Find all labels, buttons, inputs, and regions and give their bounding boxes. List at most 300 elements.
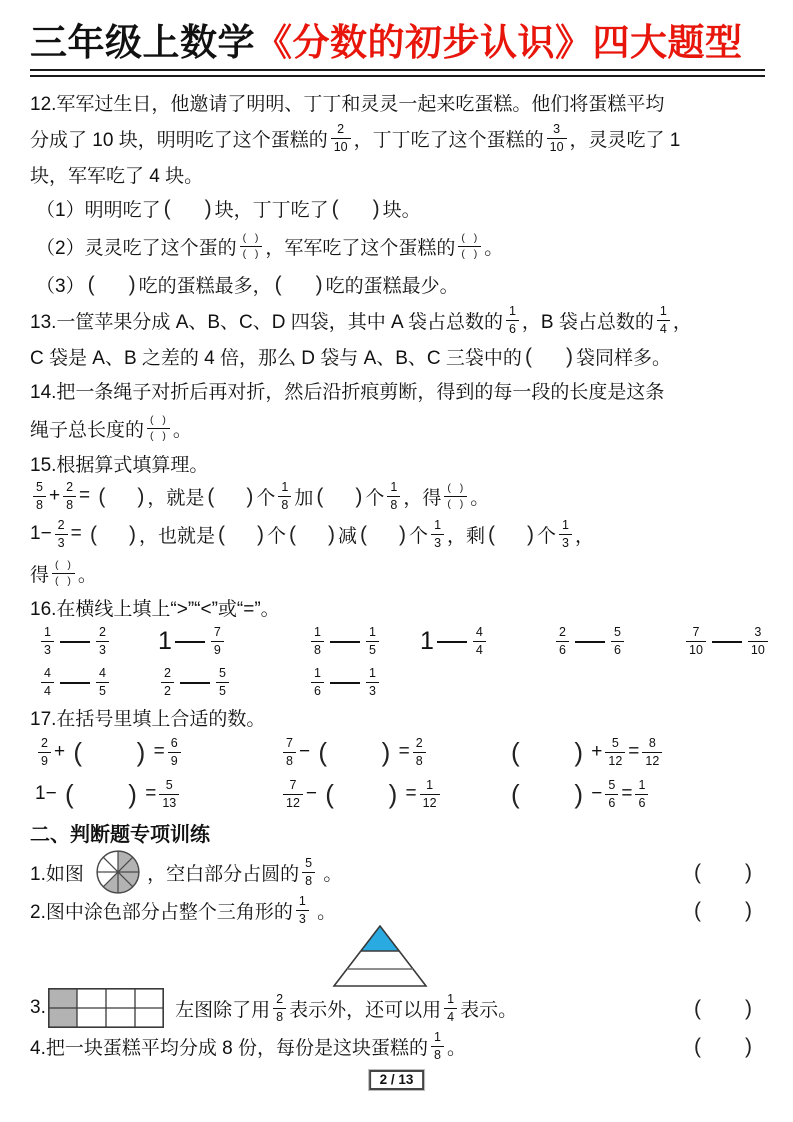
fraction	[41, 626, 54, 656]
text-segment: 14.把一条绳子对折后再对折，然后沿折痕剪断，得到的每一段的长度是这条	[30, 381, 665, 403]
open-paren: (	[207, 484, 215, 508]
open-paren: (	[90, 522, 97, 546]
text-segment: ，灵灵吃了 1	[569, 129, 681, 151]
fraction-denominator: 12	[420, 794, 440, 810]
judge-1-answer-blank	[691, 862, 755, 883]
open-paren: (	[218, 522, 226, 546]
q15-line-1	[30, 477, 765, 515]
text-segment: 个	[267, 525, 287, 547]
judge-1-text	[30, 849, 691, 895]
text-segment: 得	[30, 564, 50, 586]
fraction	[366, 667, 379, 697]
judge-4-statement	[30, 1031, 691, 1061]
fraction-numerator: 1	[447, 992, 455, 1007]
blank-parens	[98, 486, 144, 507]
page-title	[30, 20, 765, 66]
fraction-denominator: 6	[311, 682, 324, 698]
fraction-numerator: 2	[66, 480, 74, 495]
fraction-numerator: 1	[638, 778, 646, 793]
q15-heading	[30, 449, 765, 477]
text-segment: 。	[318, 863, 343, 885]
fraction	[431, 519, 444, 549]
fraction-numerator: ( )	[242, 232, 260, 245]
q12-sub-1	[30, 191, 765, 225]
text-segment: 17.在括号里填上合适的数。	[30, 708, 266, 730]
text-segment: 。	[446, 1037, 466, 1059]
blank-parens	[332, 198, 380, 219]
open-paren: (	[694, 898, 701, 922]
fraction-denominator: 3	[366, 682, 379, 698]
text-segment: +	[48, 485, 61, 507]
blank-parens	[488, 524, 534, 545]
answer-line	[437, 641, 467, 643]
text-segment: 3.	[30, 997, 46, 1019]
fraction-numerator: 7	[286, 736, 293, 751]
fraction	[420, 779, 440, 809]
fraction-denominator: 4	[473, 641, 486, 657]
close-paren: )	[565, 344, 573, 368]
fraction-numerator: 4	[475, 625, 483, 640]
page-number-box	[369, 1070, 425, 1090]
text-segment: ，空白部分占圆的	[147, 863, 300, 885]
text-segment: 减	[338, 525, 358, 547]
fraction	[96, 667, 109, 697]
text-segment: −	[298, 741, 316, 763]
text-segment: 绳子总长度的	[30, 419, 145, 441]
text-segment: 15.根据算式填算理。	[30, 454, 209, 476]
open-paren: (	[524, 344, 532, 368]
blank-parens	[694, 998, 752, 1019]
math-group	[38, 621, 112, 661]
open-paren: (	[331, 196, 339, 220]
close-paren: )	[355, 484, 363, 508]
judge-2-answer-blank	[691, 900, 755, 921]
text-segment: C 袋是 A、B 之差的 4 倍，那么 D 袋与 A、B、C 三袋中的	[30, 347, 522, 369]
fraction	[444, 993, 457, 1023]
fraction-denominator: 12	[605, 752, 625, 768]
fraction-numerator: 2	[41, 736, 48, 751]
math-group	[158, 621, 227, 661]
open-paren: (	[511, 779, 520, 810]
math-group	[38, 661, 112, 703]
close-paren: )	[745, 1034, 752, 1058]
fraction-numerator: 2	[337, 122, 345, 137]
text-segment: 吃的蛋糕最少。	[325, 275, 459, 297]
section2-heading	[30, 815, 765, 849]
q17-heading	[30, 703, 765, 731]
fraction-numerator: 7	[213, 625, 221, 640]
fraction-denominator: 3	[96, 641, 109, 657]
blank-parens	[289, 524, 335, 545]
fraction	[159, 779, 179, 809]
fraction-denominator: 8	[278, 496, 291, 512]
text-segment: =	[139, 783, 157, 805]
text-segment: =	[79, 485, 96, 507]
fraction-denominator: 13	[159, 794, 179, 810]
fraction	[278, 481, 291, 511]
fraction-numerator: 1	[426, 778, 434, 793]
text-segment: =	[628, 741, 640, 763]
fraction	[387, 481, 400, 511]
fraction	[686, 626, 706, 656]
page-number: 2 / 13	[379, 1072, 414, 1087]
open-paren: (	[163, 196, 171, 220]
judge-4-answer-blank	[691, 1036, 755, 1057]
text-segment: 吃的蛋糕最多，	[138, 275, 272, 297]
blank-parens	[694, 1036, 752, 1057]
close-paren: )	[745, 898, 752, 922]
text-segment: 1−	[35, 783, 62, 805]
number: 1	[158, 626, 172, 655]
fraction	[642, 737, 662, 767]
math-group	[308, 621, 382, 661]
fraction-numerator: 5	[305, 856, 313, 871]
text-segment: =	[400, 783, 417, 805]
close-paren: )	[574, 779, 583, 810]
blank-parens	[207, 486, 253, 507]
text-segment: ，也就是	[139, 525, 216, 547]
fraction	[33, 481, 46, 511]
fraction	[168, 737, 181, 767]
fraction	[41, 667, 54, 697]
text-segment: −	[586, 783, 603, 805]
close-paren: )	[527, 522, 535, 546]
triangle-figure-row	[30, 925, 765, 985]
judge-3-text	[30, 988, 691, 1028]
fraction-numerator: 5	[36, 480, 43, 495]
text-segment: =	[621, 783, 633, 805]
open-paren: (	[694, 1034, 701, 1058]
text-segment: ，	[672, 311, 692, 333]
close-paren: )	[381, 737, 391, 768]
fraction-numerator: 1	[368, 666, 376, 681]
fraction-numerator: 8	[648, 736, 656, 751]
open-paren: (	[694, 996, 701, 1020]
open-paren: (	[87, 272, 95, 296]
fraction	[283, 737, 296, 767]
text-segment: 。	[172, 419, 192, 441]
answer-line	[575, 641, 605, 643]
blank-parens	[73, 737, 146, 768]
answer-line	[180, 682, 210, 684]
q15-line-3	[30, 553, 765, 593]
text-segment: ，剩	[447, 525, 486, 547]
fraction	[55, 519, 68, 549]
fraction	[547, 123, 567, 153]
fraction-numerator: ( )	[150, 414, 167, 427]
fraction	[38, 737, 51, 767]
math-group	[308, 661, 382, 703]
text-segment: 表示。	[460, 999, 518, 1021]
blank-parens	[694, 862, 752, 883]
text-segment: =	[393, 741, 410, 763]
fraction	[444, 483, 467, 509]
fraction-numerator: 5	[165, 778, 173, 793]
text-segment: 1−	[30, 523, 52, 545]
text-segment: 块，丁丁吃了	[214, 199, 329, 221]
math-group	[280, 773, 443, 815]
open-paren: (	[274, 272, 282, 296]
fraction-numerator: 1	[390, 480, 398, 495]
fraction-denominator: 10	[748, 641, 768, 657]
q12-sub-2	[30, 225, 765, 267]
math-group	[35, 773, 182, 815]
fraction-denominator: 8	[302, 872, 315, 888]
fraction	[366, 626, 379, 656]
fraction-numerator: 1	[314, 625, 321, 640]
text-segment: （3）	[36, 275, 85, 297]
text-segment: 。	[311, 901, 337, 923]
fraction	[748, 626, 768, 656]
fraction-numerator: 6	[170, 736, 178, 751]
q12-line-3	[30, 157, 765, 191]
fraction-denominator: 6	[605, 794, 618, 810]
fraction-denominator: ( )	[240, 246, 263, 260]
q12-line-2	[30, 119, 765, 157]
close-paren: )	[137, 484, 145, 508]
text-segment: 二、判断题专项训练	[30, 823, 210, 846]
fraction-denominator: 8	[283, 752, 296, 768]
title-underline	[30, 69, 765, 77]
close-paren: )	[328, 522, 336, 546]
text-segment: +	[53, 741, 71, 763]
fraction	[331, 123, 351, 153]
text-segment: ，丁丁吃了这个蛋糕的	[353, 129, 544, 151]
blank-parens	[511, 737, 583, 768]
text-segment: ，	[575, 525, 595, 547]
fraction	[296, 895, 309, 925]
fraction-numerator: 2	[57, 518, 65, 533]
q13-line-1	[30, 301, 765, 339]
fraction	[611, 626, 624, 656]
fraction-denominator: 3	[431, 534, 444, 550]
fraction-numerator: 1	[508, 304, 516, 319]
text-segment: 2.图中涂色部分占整个三角形的	[30, 901, 293, 923]
fraction-numerator: 7	[289, 778, 297, 793]
text-segment: ，得	[403, 487, 442, 509]
fraction-denominator: 3	[55, 534, 68, 550]
fraction-denominator: 5	[366, 641, 379, 657]
close-paren: )	[246, 484, 254, 508]
text-segment: 。	[484, 237, 504, 259]
judge-1-statement	[147, 857, 342, 887]
answer-line	[712, 641, 742, 643]
grid-figure	[48, 988, 164, 1028]
text-segment: 。	[470, 487, 490, 509]
fraction-denominator: 8	[63, 496, 76, 512]
fraction-numerator: 2	[276, 992, 284, 1007]
fraction	[283, 779, 303, 809]
close-paren: )	[372, 196, 380, 220]
fraction-numerator: 1	[434, 518, 442, 533]
text-segment: 4.把一块蛋糕平均分成 8 份，每份是这块蛋糕的	[30, 1037, 428, 1059]
blank-parens	[275, 274, 323, 295]
text-segment: 袋同样多。	[575, 347, 671, 369]
fraction	[635, 779, 648, 809]
text-segment: 个	[537, 525, 557, 547]
fraction-denominator: 4	[41, 682, 54, 698]
fraction-numerator: 5	[611, 736, 619, 751]
fraction-numerator: 2	[98, 625, 106, 640]
close-paren: )	[129, 522, 136, 546]
fraction	[605, 737, 625, 767]
text-segment: 16.在横线上填上“>”“<”或“=”。	[30, 598, 280, 620]
fraction	[605, 779, 618, 809]
fraction	[506, 305, 519, 335]
math-group	[35, 731, 184, 773]
fraction-numerator: 3	[553, 122, 561, 137]
text-segment: （2）灵灵吃了这个蛋的	[36, 237, 237, 259]
judge-1-prefix	[30, 859, 89, 886]
fraction-denominator: ( )	[147, 428, 170, 442]
fraction-denominator: 8	[413, 752, 426, 768]
q17-row-1	[30, 731, 765, 773]
fraction-numerator: 5	[218, 666, 226, 681]
fraction-denominator: ( )	[52, 573, 75, 587]
text-segment: 左图除了用	[169, 999, 271, 1021]
fraction-numerator: 2	[164, 666, 171, 681]
open-paren: (	[316, 484, 324, 508]
fraction-denominator: ( )	[458, 246, 481, 260]
fraction	[52, 560, 75, 586]
fraction-denominator: 10	[331, 138, 351, 154]
fraction-denominator: 12	[642, 752, 662, 768]
fraction	[96, 626, 109, 656]
open-paren: (	[64, 779, 74, 810]
close-paren: )	[745, 996, 752, 1020]
fraction	[556, 626, 569, 656]
text-segment: −	[305, 783, 323, 805]
blank-parens	[318, 737, 391, 768]
close-paren: )	[388, 779, 398, 810]
triangle-figure	[332, 925, 428, 987]
fraction-numerator: ( )	[461, 232, 479, 245]
fraction-numerator: 1	[562, 518, 569, 533]
fraction-denominator: 10	[686, 641, 706, 657]
fraction-denominator: 3	[559, 534, 572, 550]
open-paren: (	[360, 522, 368, 546]
text-segment: 加	[294, 487, 314, 509]
fraction-denominator: 8	[33, 496, 46, 512]
blank-parens	[88, 274, 136, 295]
close-paren: )	[128, 272, 136, 296]
blank-parens	[525, 346, 573, 367]
text-segment: 表示外，还可以用	[289, 999, 442, 1021]
blank-parens	[511, 779, 583, 810]
open-paren: (	[488, 522, 496, 546]
fraction	[240, 233, 263, 259]
fraction-numerator: 5	[613, 625, 621, 640]
fraction	[302, 857, 315, 887]
open-paren: (	[511, 737, 520, 768]
text-segment: ，就是	[147, 487, 205, 509]
fraction	[161, 667, 174, 697]
q14-line-2	[30, 407, 765, 449]
text-segment: （1）明明吃了	[36, 199, 161, 221]
text-segment: 。	[77, 564, 97, 586]
fraction-denominator: 4	[657, 320, 670, 336]
judge-2-statement	[30, 895, 691, 925]
title-topic: 《分数的初步认识》四大题型	[255, 22, 743, 63]
fraction-numerator: 3	[754, 625, 762, 640]
fraction-numerator: 1	[44, 625, 51, 640]
text-segment: 分成了 10 块，明明吃了这个蛋糕的	[30, 129, 328, 151]
fraction-denominator: ( )	[444, 496, 467, 510]
fraction	[311, 667, 324, 697]
math-group	[508, 773, 651, 815]
text-segment: 1.如图	[30, 863, 90, 885]
blank-parens	[360, 524, 406, 545]
q13-line-2	[30, 339, 765, 373]
fraction-numerator: 4	[44, 666, 51, 681]
fraction-denominator: 9	[211, 641, 224, 657]
open-paren: (	[325, 779, 334, 810]
fraction	[311, 626, 324, 656]
fraction-numerator: 2	[559, 625, 566, 640]
text-segment: 13.一筐苹果分成 A、B、C、D 四袋，其中 A 袋占总数的	[30, 311, 503, 333]
fraction-denominator: 3	[41, 641, 54, 657]
text-segment: ，军军吃了这个蛋糕的	[265, 237, 456, 259]
close-paren: )	[745, 860, 752, 884]
close-paren: )	[204, 196, 212, 220]
fraction	[63, 481, 76, 511]
judge-3-prefix	[30, 997, 46, 1019]
fraction	[657, 305, 670, 335]
judge-3-statement	[170, 993, 517, 1023]
text-segment: +	[586, 741, 603, 763]
fraction-numerator: 1	[433, 1030, 441, 1045]
fraction	[147, 415, 170, 441]
fraction-numerator: 5	[608, 778, 616, 793]
q14-line-1	[30, 373, 765, 407]
fraction-denominator: 9	[38, 752, 51, 768]
close-paren: )	[315, 272, 323, 296]
circle-figure	[95, 849, 141, 895]
fraction-numerator: 1	[281, 480, 289, 495]
fraction-denominator: 5	[216, 682, 229, 698]
close-paren: )	[136, 737, 146, 768]
blank-parens	[164, 198, 212, 219]
judge-item-2	[30, 895, 765, 925]
answer-line	[60, 682, 90, 684]
fraction-denominator: 8	[387, 496, 400, 512]
fraction	[458, 233, 481, 259]
blank-parens	[316, 486, 362, 507]
fraction	[431, 1031, 444, 1061]
fraction-denominator: 5	[96, 682, 109, 698]
open-paren: (	[73, 737, 82, 768]
fraction-numerator: 1	[298, 894, 306, 909]
judge-item-1	[30, 849, 765, 895]
answer-line	[175, 641, 205, 643]
q16-row-2	[30, 661, 765, 703]
answer-line	[60, 641, 90, 643]
answer-line	[330, 682, 360, 684]
judge-item-3	[30, 985, 765, 1031]
math-group	[553, 621, 627, 661]
close-paren: )	[257, 522, 265, 546]
fraction-numerator: 1	[659, 304, 667, 319]
fraction	[559, 519, 572, 549]
fraction	[413, 737, 426, 767]
fraction-numerator: 1	[314, 666, 321, 681]
math-group	[280, 731, 429, 773]
fraction-numerator: 1	[368, 625, 376, 640]
q12-line-1	[30, 85, 765, 119]
fraction-denominator: 8	[431, 1046, 444, 1062]
fraction-numerator: ( )	[447, 482, 465, 495]
close-paren: )	[399, 522, 407, 546]
